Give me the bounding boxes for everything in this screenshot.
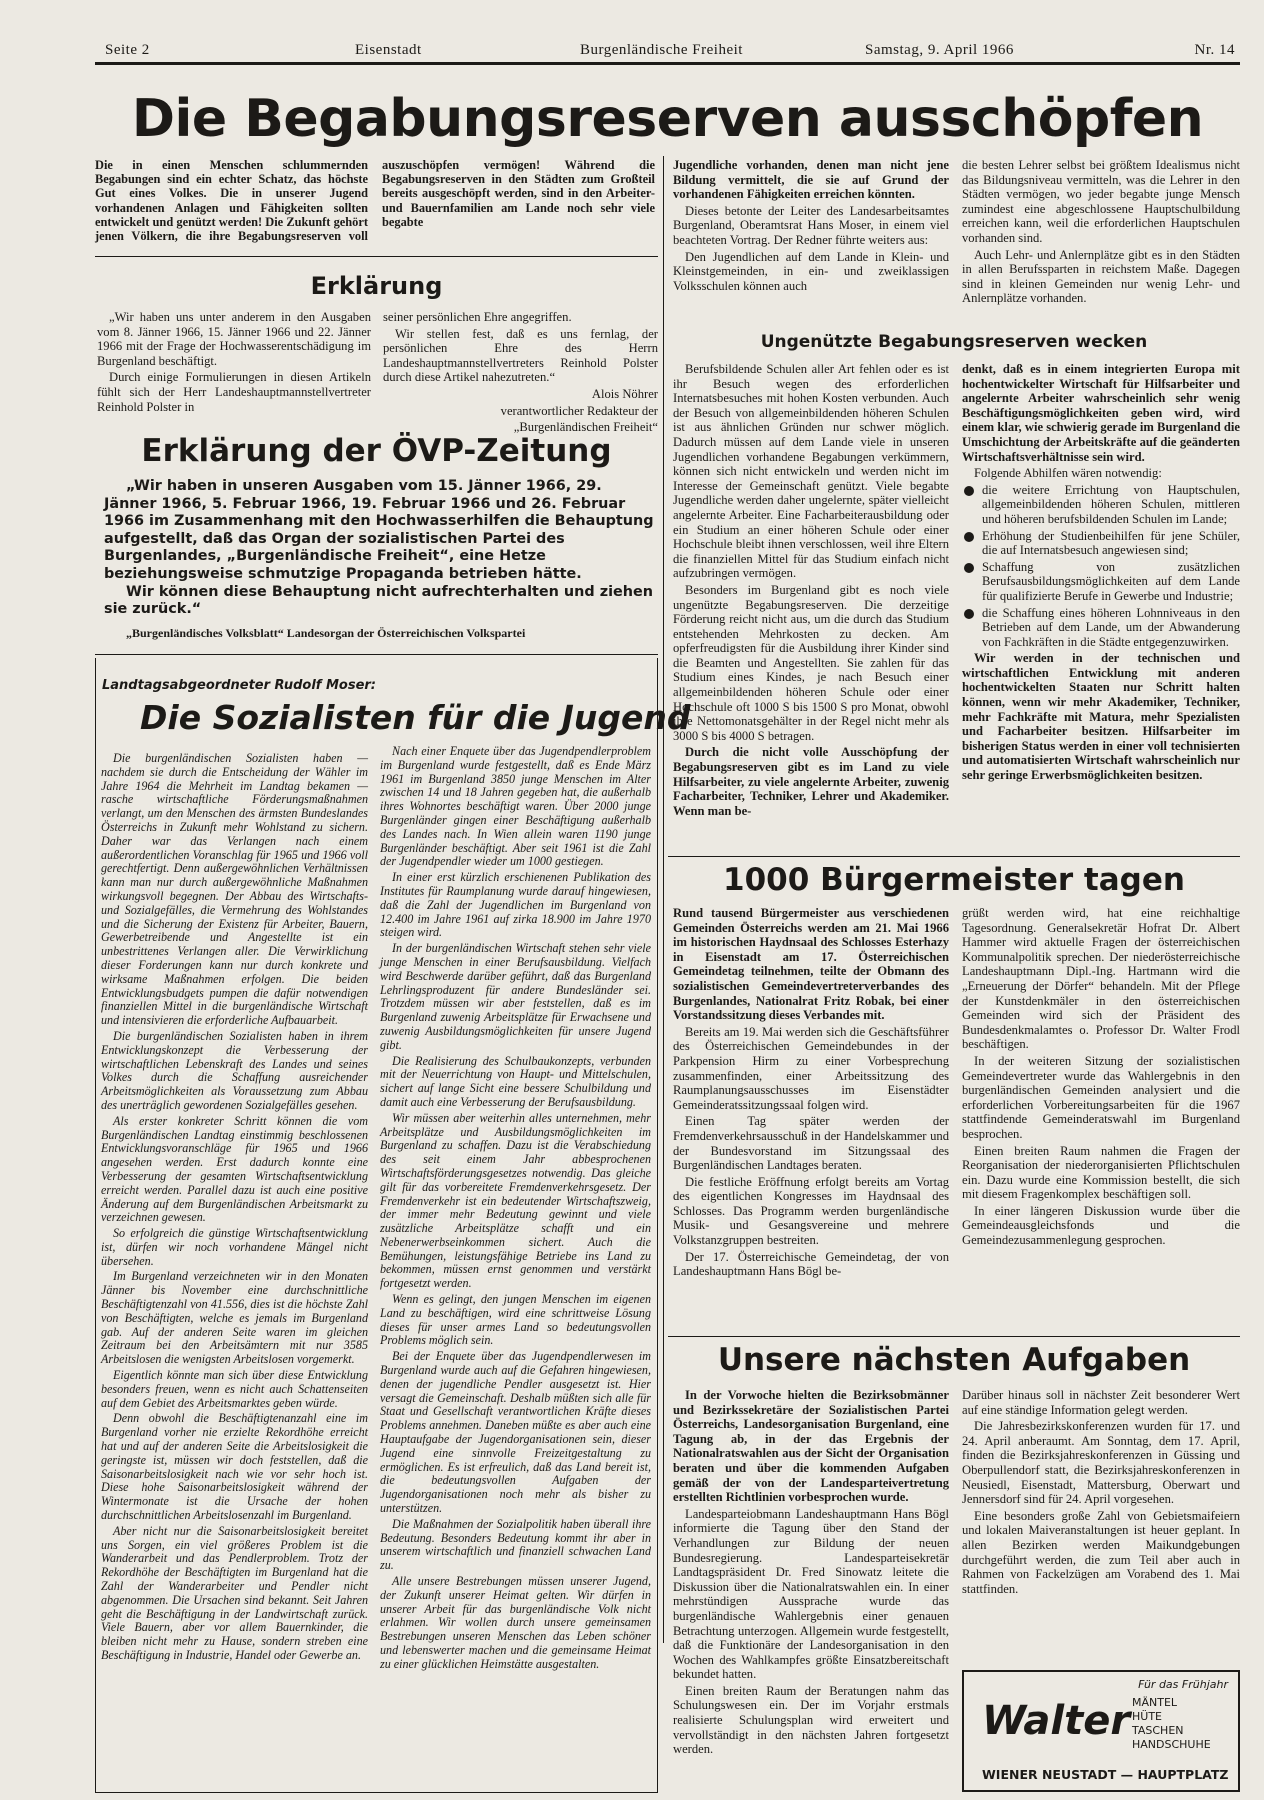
paragraph: Die burgenländischen Sozialisten haben — nachdem sie durch die Entscheidung der Wähler im Jahre 1964 die Mehrheit im Landtag bekamen — rasche wirtschaftliche Förderungsmaßnahmen verlangt, um den Menschen des ärmsten Bundeslandes Österreichs in Zukunft mehr Wohlstand zu sichern. Daher war das Verlangen nach einem außerordentlichen Voranschlag für 1965 und 1966 voll gerechtfertigt. Denn außergewöhnlichen Verhältnissen kann man nur durch außergewöhnliche Maßnahmen wirkungsvoll begegnen. Der Abbau des Wirtschafts- und Sozialgefälles, die Vermehrung des Wohlstandes und die Sicherung der Existenz für Arbeiter, Bauern, Gewerbetreibende und Angestellte ist ein unbestrittenes Verlangen aller. Die Verwirklichung dieser Forderungen kann nur durch konkrete und wirksame Maßnahmen erfolgen. Die beiden Entwicklungsbudgets pumpen die dafür notwendigen finanziellen Mittel in die burgenländische Wirtschaft und intensivieren die erforderliche Aufbauarbeit. [101, 751, 368, 1028]
erklaerung-col2 [383, 310, 658, 435]
erklaerung-headline: Erklärung [310, 272, 443, 300]
paragraph: Rund tausend Bürgermeister aus verschiedenen Gemeinden Österreichs werden am 21. Mai 1966 im historischen Haydnsaal des Schlosses Esterhazy in Eisenstadt am 17. Österreichischen Gemeindetag teilnehmen, teilte der Obmann des sozialistischen Gemeindevertreterverbandes des Burgenlandes, Nationalrat Fritz Robak, bei einer Vorstandssitzung dieses Verbandes mit. [673, 906, 949, 1023]
oevp-source: „Burgenländisches Volksblatt“ Landesorgan der Österreichischen Volkspartei [126, 625, 526, 640]
paragraph: Wenn es gelingt, den jungen Menschen im eigenen Land zu beschäftigen, wird eine schrittweise Lösung dieses für unser armes Land so bedeutungsvollen Problems möglich sein. [380, 1292, 651, 1348]
paragraph: die besten Lehrer selbst bei größtem Idealismus nicht das Bildungsniveau vermitteln, was die Lehrer in den Städten vermögen, wo jeder begabte junge Mensch zumindest eine abgeschlossene Hauptschulbildung erreichen kann, weil die erforderlichen Hauptschulen vorhanden sind. [962, 158, 1240, 245]
paragraph: Die Realisierung des Schulbaukonzepts, verbunden mit der Neuerrichtung von Haupt- und Mittelschulen, sichert auf lange Sicht eine bessere Schulbildung und damit auch eine Verbesserung der Berufsausbildung. [380, 1053, 651, 1109]
paragraph: Bei der Enquete über das Jugendpendlerwesen im Burgenland wurde auch auf die Gefahren hingewiesen, denen der jugendliche Pendler ausgesetzt ist. Hier versagt die Gemeinschaft. Deshalb müßten sich alle für Staat und Gesellschaft verantwortlichen Kräfte dieses Problems annehmen. Daneben müßte es aber auch eine Hauptaufgabe der Jugendorganisationen sein, dieser Jugend eine sinnvolle Freizeitgestaltung zu ermöglichen. Es ist erfreulich, daß das Land bereit ist, die bedeutungsvollen Aufgaben der Jugendorganisationen noch mehr als bisher zu unterstützen. [380, 1349, 651, 1516]
page-number: Seite 2 [105, 42, 150, 58]
paragraph: Den Jugendlichen auf dem Lande in Klein- und Kleinstgemeinden, in ein- und zweiklassigen Volksschulen können auch [673, 249, 949, 293]
running-head [95, 40, 1240, 62]
jugend-col2 [380, 745, 651, 1785]
paragraph: grüßt werden wird, hat eine reichhaltige Tagesordnung. Generalsekretär Hofrat Dr. Albert Hammer wird aktuelle Fragen der österreichischen Kommunalpolitik sprechen. Der niederösterreichische Landeshauptmann Dipl.-Ing. Hartmann wird die „Erneuerung der Dörfer“ behandeln. Mit der Pflege der Kunstdenkmäler in den österreichischen Gemeinden wird sich der Präsident des Bundesdenkmalamtes o. Professor Dr. Walter Frodl beschäftigen. [962, 906, 1240, 1052]
center-column-rule [663, 156, 664, 1643]
paragraph: Wir stellen fest, daß es uns fernlag, der persönlichen Ehre des Herrn Landeshauptmannstellvertreters Reinhold Polster durch diese Artikel nahezutreten.“ [383, 326, 658, 385]
paragraph: Die Maßnahmen der Sozialpolitik haben überall ihre Bedeutung. Besonders Bedeutung kommt ihr aber in unserem wirtschaftlich und finanziell schwachen Land zu. [380, 1516, 651, 1573]
aufgaben-headline: Unsere nächsten Aufgaben [717, 1342, 1191, 1378]
lead-headline: Die Begabungsreserven ausschöpfen [131, 89, 1204, 149]
paragraph: Dieses betonte der Leiter des Landesarbeitsamtes Burgenland, Oberamtsrat Hans Moser, in einem viel beachteten Vortrag. Der Redner führte weiters aus: [673, 203, 949, 247]
paragraph: In der burgenländischen Wirtschaft stehen sehr viele junge Menschen in einer Berufsausbildung. Vielfach wird Beschwerde darüber geführt, daß das Burgenland Lehrlingsproduzent für andere Bundesländer sei. Trotzdem müssen wir aber feststellen, daß es im Burgenland zuwenig Arbeitsplätze für Erwachsene und zuwenig Ausbildungsmöglichkeiten für unsere Jugend gibt. [380, 941, 651, 1052]
paragraph: Einen Tag später werden der Fremdenverkehrsausschuß in der Handelskammer und der Bundesvorstand im Sitzungssaal des Burgenländischen Landtages beraten. [673, 1114, 949, 1173]
masthead-rule [95, 62, 1240, 65]
paragraph: Berufsbildende Schulen aller Art fehlen oder es ist ihr Besuch wegen des erforderlichen Internatsbesuches mit hohen Kosten verbunden. Auch der Besuch von allgemeinbildenden höheren Schulen ist aus ähnlichen Gründen nur schwer möglich. Dadurch müssen auf dem Lande viele in unseren Jugendlichen vorhandene Begabungen verkümmern, können sich nicht entwickeln und werden nicht im Interesse der Gemeinschaft genützt. Viele begabte Jugendliche werden daher ungelernte, später vielleicht angelernte Arbeiter. Eine Facharbeiterausbildung oder ein Studium an einer höheren Schule oder einer Hochschule bleibt ihnen verschlossen, weil ihre Eltern die finanziellen Mittel für das Studium einfach nicht aufzubringen vermögen. [673, 362, 949, 581]
paragraph: Eigentlich könnte man sich über diese Entwicklung besonders freuen, wenn es nicht auch Schattenseiten auf dem Gebiet des Arbeitsmarktes geben würde. [101, 1368, 368, 1410]
paragraph: Durch einige Formulierungen in diesen Artikeln fühlt sich der Herr Landeshauptmannstellvertreter Reinhold Polster in [97, 370, 371, 414]
signature-name: Alois Nöhrer [591, 386, 658, 401]
signature-paper: „Burgenländischen Freiheit“ [513, 420, 658, 435]
oevp-body: „Wir haben in unseren Ausgaben vom 15. Jänner 1966, 29. Jänner 1966, 5. Februar 1966, 19. Februar 1966 und 26. Februar 1966 im Zusammenhang mit den Hochwasserhilfen die Behauptung aufgestellt, daß das Organ der sozialistischen Partei des Burgenlandes, „Burgenländische Freiheit“, eine Hetze beziehungsweise schmutzige Propaganda betrieben hätte. [104, 478, 654, 582]
ad-items [1132, 1696, 1211, 1752]
paragraph: Nach einer Enquete über das Jugendpendlerproblem im Burgenland wurde festgestellt, daß es Ende März 1961 im Burgenland 3850 junge Menschen im Alter zwischen 14 und 18 Jahren gegeben hat, die außerhalb ihres Wohnortes beschäftigt waren. Über 2000 junge Burgenländer gingen einer Beschäftigung außerhalb des Landes nach. In Wien allein waren 1190 junge Burgenländer beschäftigt. Aber seit 1961 ist die Zahl der Jugendpendler wieder um 1000 gestiegen. [380, 744, 651, 869]
erklaerung-col1 [97, 310, 371, 425]
paragraph: „Wir haben uns unter anderem in den Ausgaben vom 8. Jänner 1966, 15. Jänner 1966 und 22. Jänner 1966 mit der Frage der Hochwasserentschädigung im Burgenland beschäftigt. [97, 310, 371, 368]
lead-intro: Die in einen Menschen schlummernden Begabungen sind ein echter Schatz, das höchste Gut eines Volkes. Die in unserer Jugend vorhandenen Anlagen und Fähigkeiten sollten entwickelt und genützt werden! Die Zukunft gehört jenen Völkern, die ihre Begabungsreserven voll auszuschöpfen vermögen! Während die Begabungsreserven in den Städten zum Großteil bereits ausgeschöpft werden, sind in den Arbeiter- und Bauernfamilien am Lande noch sehr viele begabte [95, 158, 655, 244]
list-item: die weitere Errichtung von Hauptschulen, allgemeinbildenden höheren Schulen, mittleren und höheren berufsbildenden Schulen im Lande; [962, 483, 1240, 527]
ad-address: WIENER NEUSTADT — HAUPTPLATZ [982, 1767, 1229, 1782]
paragraph: Der 17. Österreichische Gemeindetag, der von Landeshauptmann Hans Bögl be- [673, 1249, 949, 1279]
paragraph: In einer erst kürzlich erschienenen Publikation des Institutes für Raumplanung wurde darauf hingewiesen, daß die Zahl der Jugendlichen im Burgenland von 12.400 im Jahre 1961 auf zirka 18.900 im Jahre 1970 steigen wird. [380, 870, 651, 940]
paragraph: In der weiteren Sitzung der sozialistischen Gemeindevertreter wurde das Wahlergebnis in den burgenländischen Gemeinden analysiert und die erforderlichen Vorbereitungsarbeiten für die 1967 stattfindende Gemeinderatswahl im Burgenland besprochen. [962, 1053, 1240, 1141]
paragraph: Durch die nicht volle Ausschöpfung der Begabungsreserven gibt es im Land zu viele Hilfsarbeiter, zu viele angelernte Arbeiter, zuwenig Facharbeiter, Techniker, Lehrer und Akademiker. Wenn man be- [673, 745, 949, 818]
signature-role: verantwortlicher Redakteur der [500, 403, 658, 418]
paragraph: seiner persönlichen Ehre angegriffen. [383, 310, 572, 324]
paragraph: Denn obwohl die Beschäftigtenanzahl eine im Burgenland vorher nie erzielte Rekordhöhe erreicht hat und auf der anderen Seite die Arbeitslosigkeit die geringste ist, müssen wir doch feststellen, daß die Saisonarbeitslosigkeit nach wie vor sehr hoch ist. Diese hohe Saisonarbeitslosigkeit während der Wintermonate ist die Ursache der hohen durchschnittlichen Arbeitslosenzahl im Burgenland. [101, 1411, 368, 1523]
oevp-divider [95, 654, 658, 655]
paragraph: Die festliche Eröffnung erfolgt bereits am Vortag des eigentlichen Kongresses im Haydnsaal des Schlosses. Das Programm werden burgenländische Musik- und Gesangsvereine und mehrere Volkstanzgruppen bestreiten. [673, 1174, 949, 1248]
ad-tagline: Für das Frühjahr [1138, 1678, 1228, 1691]
paragraph: Landesparteiobmann Landeshauptmann Hans Bögl informierte die Tagung über den Stand der Verhandlungen zur Bildung der neuen Bundesregierung. Landesparteisekretär Landtagspräsident Dr. Fred Sinowatz leitete die Diskussion über die Nationalratswahlen ein. In einer mehrstündigen Aussprache wurde das burgenländische Wahlergebnis einer genauen Betrachtung unterzogen. Allgemein wurde festgestellt, daß die Funktionäre der Landesorganisation in den Wochen des Wahlkampfes größte Einsatzbereitschaft bekundet hatten. [673, 1506, 949, 1682]
place-line: Eisenstadt [355, 42, 422, 58]
buergermeister-divider [668, 856, 1240, 857]
buergermeister-headline: 1000 Bürgermeister tagen [723, 862, 1185, 898]
lead-divider [95, 256, 658, 257]
aufgaben-col3 [673, 1388, 949, 1792]
paragraph: In der Vorwoche hielten die Bezirksobmänner und Bezirkssekretäre der Sozialistischen Partei Österreichs, Landesorganisation Burgenland, eine Tagung ab, in der das Ergebnis der Nationalratswahlen aus der Sicht der Organisation beraten und über die kommenden Aufgaben gemäß der von der Landesparteivertretung erstellten Richtlinien vorbesprochen wurde. [673, 1388, 949, 1505]
paragraph: Aber nicht nur die Saisonarbeitslosigkeit bereitet uns Sorgen, ein viel größeres Problem ist die Wanderarbeit und das Pendlerproblem. Trotz der Rekordhöhe der Beschäftigten im Burgenland hat die Zahl der Wanderarbeiter und Pendler nicht abgenommen. Die Ursachen sind bekannt. Seit Jahren geht die Beschäftigung in der Landwirtschaft zurück. Viele Bauern, aber vor allem Bauernkinder, die bleiben nicht mehr zu Hause, sondern streben eine Beschäftigung in Industrie, Handel oder Gewerbe an. [101, 1523, 368, 1662]
aufgaben-divider [668, 1336, 1240, 1337]
lead-subhead: Ungenützte Begabungsreserven wecken [760, 332, 1148, 352]
lead-col4 [962, 158, 1240, 328]
list-item: Schaffung von zusätzlichen Berufsausbildungsmöglichkeiten auf dem Lande für qualifizierte Berufe in Gewerbe und Industrie; [962, 560, 1240, 604]
walter-advertisement [962, 1670, 1240, 1792]
jugend-headline: Die Sozialisten für die Jugend [140, 698, 691, 737]
paragraph: Besonders im Burgenland gibt es noch viele ungenützte Begabungsreserven. Die derzeitige Förderung reicht nicht aus, um die durch das Studium entstehenden Mehrkosten zu decken. Am opferfreudigsten für die Ausbildung ihrer Kinder sind die Beamten und Angestellten. Sie zahlen für das Studium eines Kindes, je nach Besuch einer allgemeinbildenden höheren Schule oder einer Hochschule oft 1000 S bis 1500 S pro Monat, obwohl ihre Nettomonatsgehälter in der Regel nicht mehr als 3000 S bis 4000 S betragen. [673, 582, 949, 743]
oevp-headline: Erklärung der ÖVP-Zeitung [141, 433, 612, 469]
paragraph: Wir werden in der technischen und wirtschaftlichen Entwicklung mit anderen hochentwickelten Staaten nur Schritt halten können, wenn wir mehr Akademiker, Techniker, mehr Fachkräfte mit Matura, mehr Spezialisten und Facharbeiter besitzen. Hilfsarbeiter im bisherigen Status werden in einer voll technisierten und automatisierten Wirtschaft wahrscheinlich nur sehr geringe Erwerbsmöglichkeiten besitzen. [962, 651, 1240, 783]
lead-col4b [962, 362, 1240, 852]
oevp-statement [104, 478, 656, 650]
paragraph: Auch Lehr- und Anlernplätze gibt es in den Städten in allen Berufssparten in reichstem Maße. Dagegen sind in kleinen Gemeinden nur wenig Lehr- und Anlernplätze vorhanden. [962, 247, 1240, 306]
paragraph: Wir müssen aber weiterhin alles unternehmen, mehr Arbeitsplätze und Ausbildungsmöglichkeiten im Burgenland zu schaffen. Dazu ist die Verabschiedung des seit einem Jahr abbesprochenen Wirtschaftsförderungsgesetzes notwendig. Das gleiche gilt für das vorbereitete Fremdenverkehrsgesetz. Der Fremdenverkehr ist ein bedeutender Wirtschaftszweig, der immer mehr Bedeutung gewinnt und viele zusätzliche Arbeitsplätze schafft und ein Nebenerwerbseinkommen sichert. Auch die Bemühungen, leistungsfähige Betriebe ins Land zu bekommen, müssen ernst genommen und verstärkt fortgesetzt werden. [380, 1110, 651, 1291]
buergermeister-col3 [673, 906, 949, 1332]
paragraph: Einen breiten Raum nahmen die Fragen der Reorganisation der niederorganisierten Pflichtschulen ein. Dazu wurde eine Kommission bestellt, die sich mit diesem Fragenkomplex beschäftigen soll. [962, 1143, 1240, 1202]
paragraph: Bereits am 19. Mai werden sich die Geschäftsführer des Österreichischen Gemeindebundes in der Parkpension Hirm zu einer Vorbesprechung zusammenfinden, einer Arbeitssitzung des Raumplanungsausschusses im Eisenstädter Gemeinderatssitzungssaal folgen wird. [673, 1024, 949, 1112]
issue-number: Nr. 14 [1194, 42, 1235, 58]
paragraph: In einer längeren Diskussion wurde über die Gemeindeausgleichsfonds und die Gemeindezusammenlegung gesprochen. [962, 1203, 1240, 1248]
ad-item: HÜTE [1132, 1710, 1162, 1723]
oevp-body-2: Wir können diese Behauptung nicht aufrechterhalten und ziehen sie zurück.“ [104, 583, 654, 618]
paragraph: Jugendliche vorhanden, denen man nicht jene Bildung vermittelt, die sie auf Grund der vorhandenen Fähigkeiten erreichen könnten. [673, 158, 949, 202]
issue-date: Samstag, 9. April 1966 [865, 42, 1014, 58]
paragraph: So erfolgreich die günstige Wirtschaftsentwicklung ist, dürfen wir noch vorhandene Mängel nicht übersehen. [101, 1226, 368, 1268]
paragraph: Die burgenländischen Sozialisten haben in ihrem Entwicklungskonzept die Verbesserung der wirtschaftlichen Lebenskraft des Landes und seines Volkes durch die Schaffung ausreichender Arbeitsmöglichkeiten als Voraussetzung zum Abbau des unerträglich gewordenen Sozialgefälles gesehen. [101, 1028, 368, 1112]
paragraph: Alle unsere Bestrebungen müssen unserer Jugend, der Zukunft unserer Heimat gelten. Wir dürfen in unserer Arbeit für das burgenländische Volk nicht erlahmen. Wir wollen durch unsere gemeinsamen Bestrebungen unseren Menschen das Leben schöner und lebenswerter machen und die gemeinsame Heimat zu einer glücklichen Heimstätte ausgestalten. [380, 1574, 651, 1671]
list-item: Erhöhung der Studienbeihilfen für jene Schüler, die auf Internatsbesuch angewiesen sind; [962, 529, 1240, 558]
lead-col3b [673, 362, 949, 852]
ad-item: HANDSCHUHE [1132, 1738, 1211, 1751]
ad-item: TASCHEN [1132, 1724, 1184, 1737]
paragraph: Darüber hinaus soll in nächster Zeit besonderer Wert auf eine ständige Information gelegt werden. [962, 1388, 1240, 1417]
aufgaben-col4 [962, 1388, 1240, 1664]
paragraph: Folgende Abhilfen wären notwendig: [974, 466, 1162, 481]
paragraph: denkt, daß es in einem integrierten Europa mit hochentwickelter Wirtschaft für Hilfsarbeiter und angelernte Arbeiter wahrscheinlich sehr wenig Beschäftigungsmöglichkeiten geben wird, wird einem klar, wie schwierig gerade im Burgenland die Umschichtung der Arbeitskräfte auf die geänderten Wirtschaftsverhältnisse sein wird. [962, 362, 1240, 464]
jugend-kicker: Landtagsabgeordneter Rudolf Moser: [102, 678, 376, 693]
paragraph: Einen breiten Raum der Beratungen nahm das Schulungswesen ein. Der im Vorjahr erstmals realisierte Schulungsplan wird erweitert und vervollständigt in den nächsten Jahren fortgesetzt werden. [673, 1683, 949, 1757]
list-item: die Schaffung eines höheren Lohnniveaus in den Betrieben auf dem Lande, um der Abwanderung von Fachkräften in die Städte entgegenzuwirken. [962, 606, 1240, 650]
paragraph: Eine besonders große Zahl von Gebietsmaifeiern und lokalen Maiveranstaltungen ist heuer geplant. In allen Bezirken werden Maikundgebungen durchgeführt werden, die zum Teil aber auch in Rahmen von Fackelzügen am Vorabend des 1. Mai stattfinden. [962, 1508, 1240, 1596]
buergermeister-col4 [962, 906, 1240, 1332]
paragraph: Als erster konkreter Schritt können die vom Burgenländischen Landtag einstimmig beschlossenen Entwicklungsvoranschläge für 1965 und 1966 angesehen werden. Erst dadurch konnte eine Verbesserung der gesamten Wirtschaftsentwicklung erreicht werden. Parallel dazu ist auch eine positive Änderung auf dem Burgenländischen Arbeitsmarkt zu verzeichnen gewesen. [101, 1113, 368, 1225]
remedies-list [962, 483, 1240, 650]
ad-item: MÄNTEL [1132, 1696, 1178, 1709]
lead-col3 [673, 158, 949, 328]
paper-name: Burgenländische Freiheit [580, 42, 743, 58]
jugend-col1 [101, 752, 368, 1785]
paragraph: Im Burgenland verzeichneten wir in den Monaten Jänner bis November eine durchschnittliche Beschäftigtenzahl von 41.556, dies ist die höchste Zahl von Beschäftigten, welche es jemals im Burgenland gab. Auf der anderen Seite waren im gleichen Zeitraum bei den Arbeitsämtern mit nur 3585 Arbeitslosen die wenigsten Arbeitslosen vorgemerkt. [101, 1269, 368, 1367]
paragraph: Die Jahresbezirkskonferenzen wurden für 17. und 24. April anberaumt. Am Sonntag, dem 17. April, finden die Bezirksjahreskonferenzen in Güssing und Oberpullendorf statt, die Bezirksjahreskonferenzen in Neusiedl, Eisenstadt, Mattersburg, Oberwart und Jennersdorf sind für 24. April vorgesehen. [962, 1419, 1240, 1507]
ad-brand: Walter [982, 1698, 1131, 1744]
